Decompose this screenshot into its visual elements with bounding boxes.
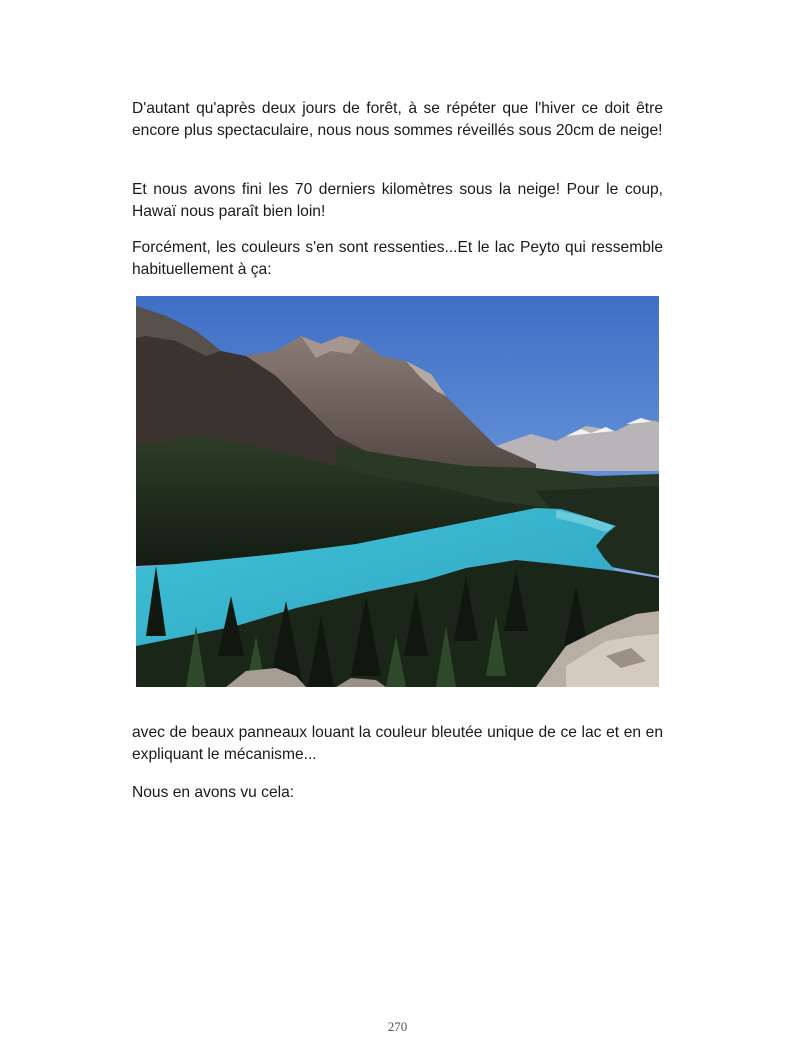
peyto-lake-photo — [136, 296, 659, 687]
paragraph-what-we-saw: Nous en avons vu cela: — [132, 784, 295, 801]
paragraph-blue-color-signs: avec de beaux panneaux louant la couleur bleutée unique de ce lac et en en expliquant le mécanisme... — [132, 724, 663, 763]
page-number: 270 — [387, 1019, 408, 1034]
paragraph-last-kilometers: Et nous avons fini les 70 derniers kilomètres sous la neige! Pour le coup, Hawaï nous paraît bien loin! — [132, 181, 663, 220]
paragraph-peyto-lake-intro: Forcément, les couleurs s'en sont ressenties...Et le lac Peyto qui ressemble habituellement à ça: — [132, 239, 663, 278]
paragraph-snow-wakeup: D'autant qu'après deux jours de forêt, à se répéter que l'hiver ce doit être encore plus spectaculaire, nous nous sommes réveillés sous 20cm de neige! — [132, 100, 663, 139]
